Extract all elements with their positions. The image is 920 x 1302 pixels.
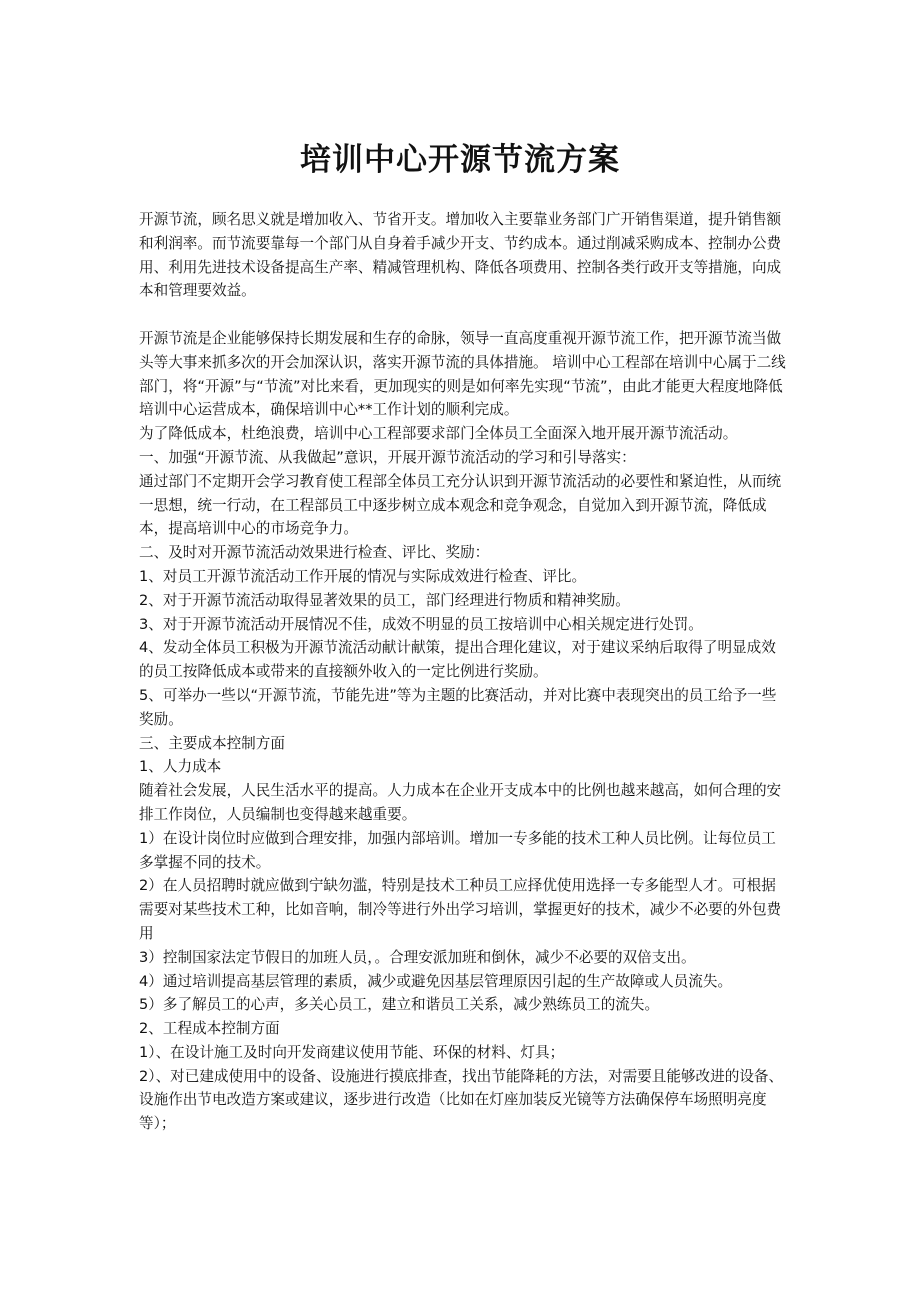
section-heading-1: 一、加强“开源节流、从我做起”意识，开展开源节流活动的学习和引导落实： [139, 448, 636, 466]
document-body [139, 208, 787, 1136]
section-heading-2: 二、及时对开源节流活动效果进行检查、评比、奖励： [139, 544, 490, 562]
paragraph-section-1: 通过部门不定期开会学习教育使工程部全体员工充分认识到开源节流活动的必要性和紧迫性，从而统一思想，统一行动，在工程部员工中逐步树立成本观念和竞争观念，自觉加入到开源节流，降低成本，提高培训中心的市场竞争力。 [139, 472, 782, 538]
paragraph-gap [139, 303, 787, 327]
list-item: 5、可举办一些以“开源节流，节能先进”等为主题的比赛活动，并对比赛中表现突出的员工给予一些奖励。 [139, 686, 777, 728]
list-item: 1、对员工开源节流活动工作开展的情况与实际成效进行检查、评比。 [139, 567, 587, 585]
paragraph-intro: 开源节流，顾名思义就是增加收入、节省开支。增加收入主要靠业务部门广开销售渠道，提升销售额和利润率。而节流要靠每一个部门从自身着手减少开支、节约成本。通过削减采购成本、控制办公费用、利用先进技术设备提高生产率、精减管理机构、降低各项费用、控制各类行政开支等措施，向成本和管理要效益。 [139, 211, 782, 300]
subsection-heading: 2、工程成本控制方面 [139, 1020, 280, 1038]
list-item: 2）在人员招聘时就应做到宁缺勿滥，特别是技术工种员工应择优使用选择一专多能型人才。可根据需要对某些技术工种，比如音响，制冷等进行外出学习培训，掌握更好的技术，减少不必要的外包费用 [139, 877, 782, 942]
section-heading-3: 三、主要成本控制方面 [139, 734, 285, 752]
list-item: 3）控制国家法定节假日的加班人员，。合理安派加班和倒休，减少不必要的双倍支出。 [139, 948, 696, 966]
paragraph-goal: 为了降低成本，杜绝浪费，培训中心工程部要求部门全体员工全面深入地开展开源节流活动。 [139, 425, 738, 443]
document-title: 培训中心开源节流方案 [300, 142, 620, 178]
subsection-heading: 1、人力成本 [139, 758, 222, 776]
list-item: 1）、在设计施工及时向开发商建议使用节能、环保的材料、灯具； [139, 1043, 565, 1061]
list-item: 2）、对已建成使用中的设备、设施进行摸底排查，找出节能降耗的方法，对需要且能够改进的设备、设施作出节电改造方案或建议，逐步进行改造（比如在灯座加装反光镜等方法确保停车场照明亮度等）； [139, 1067, 784, 1133]
list-item: 4、发动全体员工积极为开源节流活动献计献策，提出合理化建议，对于建议采纳后取得了明显成效的员工按降低成本或带来的直接额外收入的一定比例进行奖励。 [139, 639, 776, 681]
list-item: 5）多了解员工的心声，多关心员工，建立和谐员工关系，减少熟练员工的流失。 [139, 996, 660, 1014]
paragraph-labor-cost: 随着社会发展，人民生活水平的提高。人力成本在企业开支成本中的比例也越来越高，如何合理的安排工作岗位，人员编制也变得越来越重要。 [139, 782, 782, 823]
list-item: 2、对于开源节流活动取得显著效果的员工，部门经理进行物质和精神奖励。 [139, 591, 630, 609]
list-item: 3、对于开源节流活动开展情况不佳，成效不明显的员工按培训中心相关规定进行处罚。 [139, 615, 703, 633]
list-item: 4）通过培训提高基层管理的素质，减少或避免因基层管理原因引起的生产故障或人员流失。 [139, 972, 733, 990]
paragraph-importance: 开源节流是企业能够保持长期发展和生存的命脉，领导一直高度重视开源节流工作，把开源节流当做头等大事来抓多次的开会加深认识，落实开源节流的具体措施。 培训中心工程部在培训中心属于二线部门，将“开源”与“节流”对比来看，更加现实的则是如何率先实现“节流”，由此才能更大程度地降低培训中心运营成本，确保培训中心**工作计划的顺利完成。 [139, 329, 786, 419]
list-item: 1）在设计岗位时应做到合理安排，加强内部培训。增加一专多能的技术工种人员比例。让每位员工多掌握不同的技术。 [139, 829, 776, 871]
